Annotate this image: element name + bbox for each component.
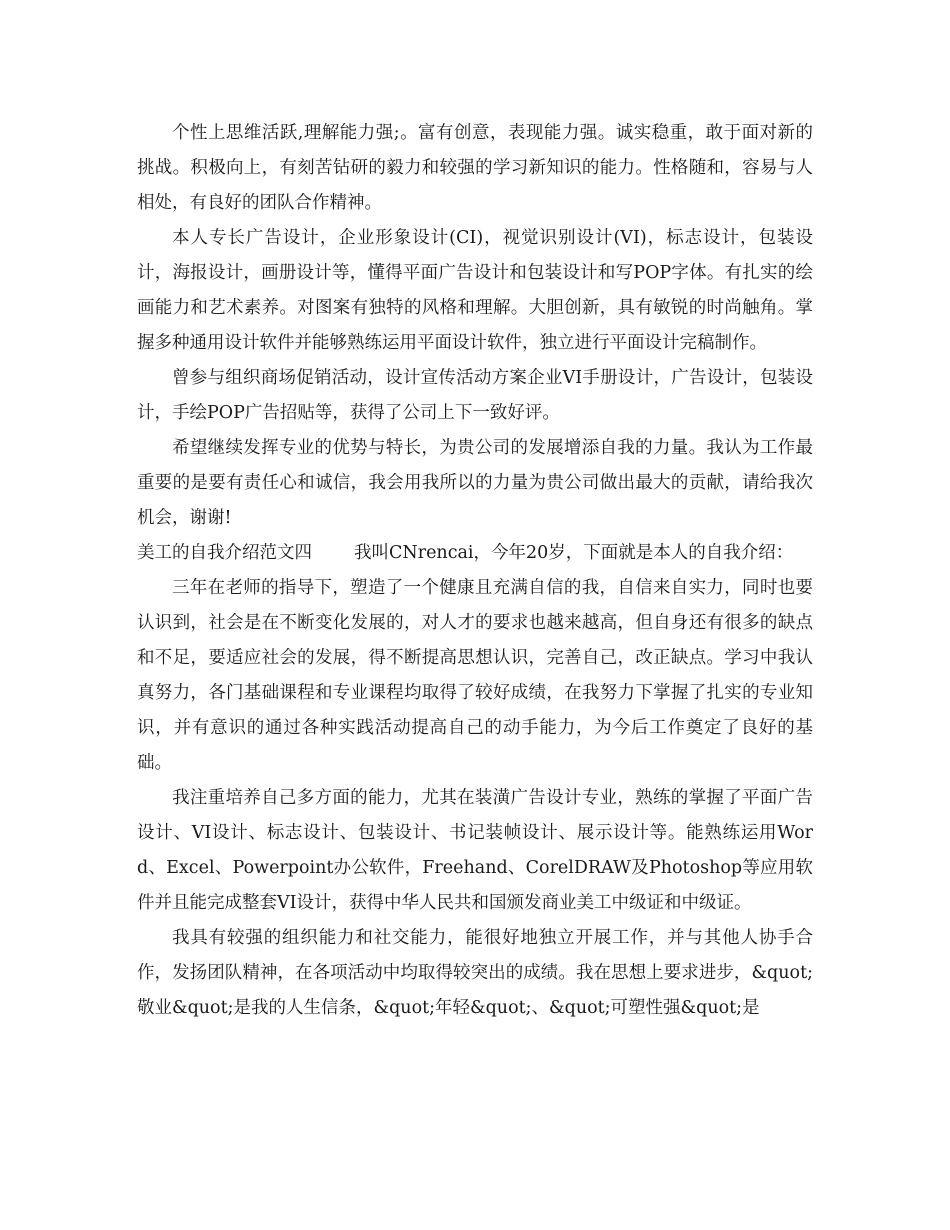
paragraph-growth: 三年在老师的指导下，塑造了一个健康且充满自信的我，自信来自实力，同时也要认识到，社会是在不断变化发展的，对人才的要求也越来越高，但自身还有很多的缺点和不足，要适应社会的发展，得不断提高思想认识，完善自己，改正缺点。学习中我认真努力，各门基础课程和专业课程均取得了较好成绩，在我努力下掌握了扎实的专业知识，并有意识的通过各种实践活动提高自己的动手能力，为今后工作奠定了良好的基础。 xyxy=(137,578,813,773)
paragraph-teamwork: 我具有较强的组织能力和社交能力，能很好地独立开展工作，并与其他人协手合作，发扬团队精神，在各项活动中均取得较突出的成绩。我在思想上要求进步，&quot;敬业&quot;是我的人生信条，&quot;年轻&quot;、&quot;可塑性强&quot;是 xyxy=(137,928,813,1018)
section-heading-line xyxy=(137,536,813,571)
paragraph-experience: 曾参与组织商场促销活动，设计宣传活动方案企业VI手册设计，广告设计，包装设计，手绘POP广告招贴等，获得了公司上下一致好评。 xyxy=(137,368,813,423)
paragraph-aspiration: 希望继续发挥专业的优势与特长，为贵公司的发展增添自我的力量。我认为工作最重要的是要有责任心和诚信，我会用我所以的力量为贵公司做出最大的贡献，请给我次机会，谢谢! xyxy=(137,438,813,528)
paragraph-personality: 个性上思维活跃,理解能力强;。富有创意，表现能力强。诚实稳重，敢于面对新的挑战。积极向上，有刻苦钻研的毅力和较强的学习新知识的能力。性格随和，容易与人相处，有良好的团队合作精神。 xyxy=(137,123,813,213)
paragraph-expertise: 本人专长广告设计，企业形象设计(CI)，视觉识别设计(VI)，标志设计，包装设计，海报设计，画册设计等，懂得平面广告设计和包装设计和写POP字体。有扎实的绘画能力和艺术素养。对图案有独特的风格和理解。大胆创新，具有敏锐的时尚触角。掌握多种通用设计软件并能够熟练运用平面设计软件，独立进行平面设计完稿制作。 xyxy=(137,228,813,353)
section-heading: 美工的自我介绍范文四 xyxy=(137,543,312,563)
paragraph-skills: 我注重培养自己多方面的能力，尤其在装潢广告设计专业，熟练的掌握了平面广告设计、VI设计、标志设计、包装设计、书记装帧设计、展示设计等。能熟练运用Word、Excel、Powerpoint办公软件，Freehand、CorelDRAW及Photoshop等应用软件并且能完成整套VI设计，获得中华人民共和国颁发商业美工中级证和中级证。 xyxy=(137,788,813,913)
document-body xyxy=(137,116,813,1026)
section-intro: 我叫CNrencai，今年20岁，下面就是本人的自我介绍： xyxy=(354,543,794,563)
